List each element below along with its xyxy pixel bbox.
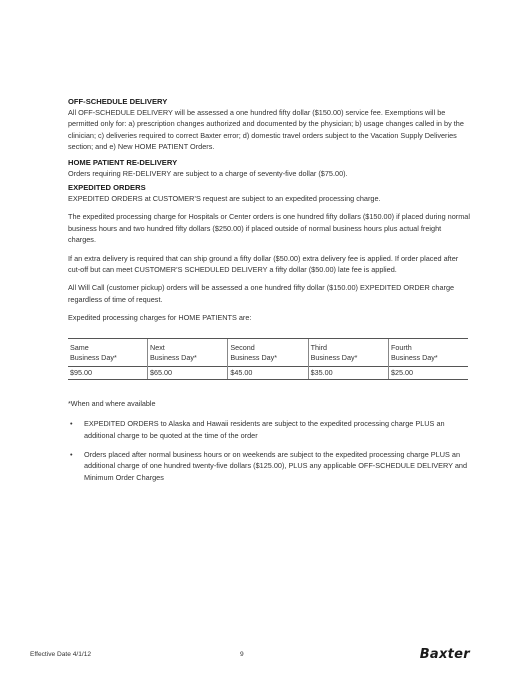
page-content <box>68 97 470 491</box>
bullet-list <box>68 418 470 483</box>
table-cell: Next <box>148 338 228 353</box>
page-number: 9 <box>240 651 244 658</box>
expedited-heading: EXPEDITED ORDERS <box>68 183 146 193</box>
table-row <box>68 366 468 380</box>
availability-note: *When and where available <box>68 399 156 409</box>
table-cell: Business Day* <box>308 353 388 366</box>
table-cell: Second <box>228 338 308 353</box>
bullet-icon: • <box>70 419 73 429</box>
table-cell: Business Day* <box>70 353 117 363</box>
table-cell: $45.00 <box>228 366 308 380</box>
list-item <box>68 449 470 483</box>
off-schedule-body: All OFF-SCHEDULE DELIVERY will be assessed a one hundred fifty dollar ($150.00) service fee. Exemptions will be permitted only for: a) prescription changes authorized and documented by the physician; b) usage changes called in by the clinician; c) deliveries required to correct Baxter error; d) domestic travel orders subject to the Vacation Supply Deliveries section; and e) New HOME PATIENT Orders. <box>68 108 464 152</box>
expedited-p4: All Will Call (customer pickup) orders will be assessed a one hundred fifty dollar ($150.00) EXPEDITED ORDER charge regardless of time of request. <box>68 283 455 304</box>
list-item-text: Orders placed after normal business hours or on weekends are subject to the expedited processing charge PLUS an additional charge of one hundred twenty-five dollars ($125.00), PLUS any applicable OFF-SCHEDULE DELIVERY and Minimum Order Charges <box>84 450 468 482</box>
table-cell: $25.00 <box>388 366 468 380</box>
home-patient-charges-table <box>68 338 468 381</box>
table-header-row <box>68 353 468 366</box>
table-cell: Business Day* <box>148 353 228 366</box>
baxter-logo: Baxter <box>419 647 470 662</box>
table-cell: $95.00 <box>68 366 148 380</box>
effective-date: Effective Date 4/1/12 <box>30 651 92 658</box>
bullet-icon: • <box>70 450 73 459</box>
table-header-row <box>68 338 468 353</box>
expedited-p1: EXPEDITED ORDERS at CUSTOMER’S request are subject to an expedited processing charge. <box>68 194 381 204</box>
page-footer <box>30 649 470 661</box>
expedited-p2: The expedited processing charge for Hospitals or Center orders is one hundred fifty dollars ($150.00) if placed during normal business hours and two hundred fifty dollars ($250.00) if placed outside of normal business hours plus actual freight charges. <box>68 212 470 245</box>
home-patient-body: Orders requiring RE-DELIVERY are subject to a charge of seventy-five dollar ($75.00). <box>68 168 348 178</box>
list-item <box>68 418 470 441</box>
off-schedule-heading: OFF-SCHEDULE DELIVERY <box>68 97 168 106</box>
table-cell: Third <box>308 338 388 353</box>
table-cell: Business Day* <box>228 353 308 366</box>
table-cell: Fourth <box>388 338 468 353</box>
list-item-text: EXPEDITED ORDERS to Alaska and Hawaii residents are subject to the expedited processing charge PLUS an additional charge to be quoted at the time of the order <box>84 419 445 440</box>
table-cell: $35.00 <box>308 366 388 380</box>
expedited-p5: Expedited processing charges for HOME PATIENTS are: <box>68 313 252 323</box>
table-cell: $65.00 <box>148 366 228 380</box>
expedited-p3: If an extra delivery is required that can ship ground a fifty dollar ($50.00) extra delivery fee is applied. If order placed after cut-off but can meet CUSTOMER’S SCHEDULED DELIVERY a fifty dollar ($50.00) late fee is applied. <box>68 253 459 275</box>
home-patient-heading: HOME PATIENT RE-DELIVERY <box>68 157 178 167</box>
table-cell: Business Day* <box>388 353 468 366</box>
table-cell: Same <box>68 338 148 353</box>
